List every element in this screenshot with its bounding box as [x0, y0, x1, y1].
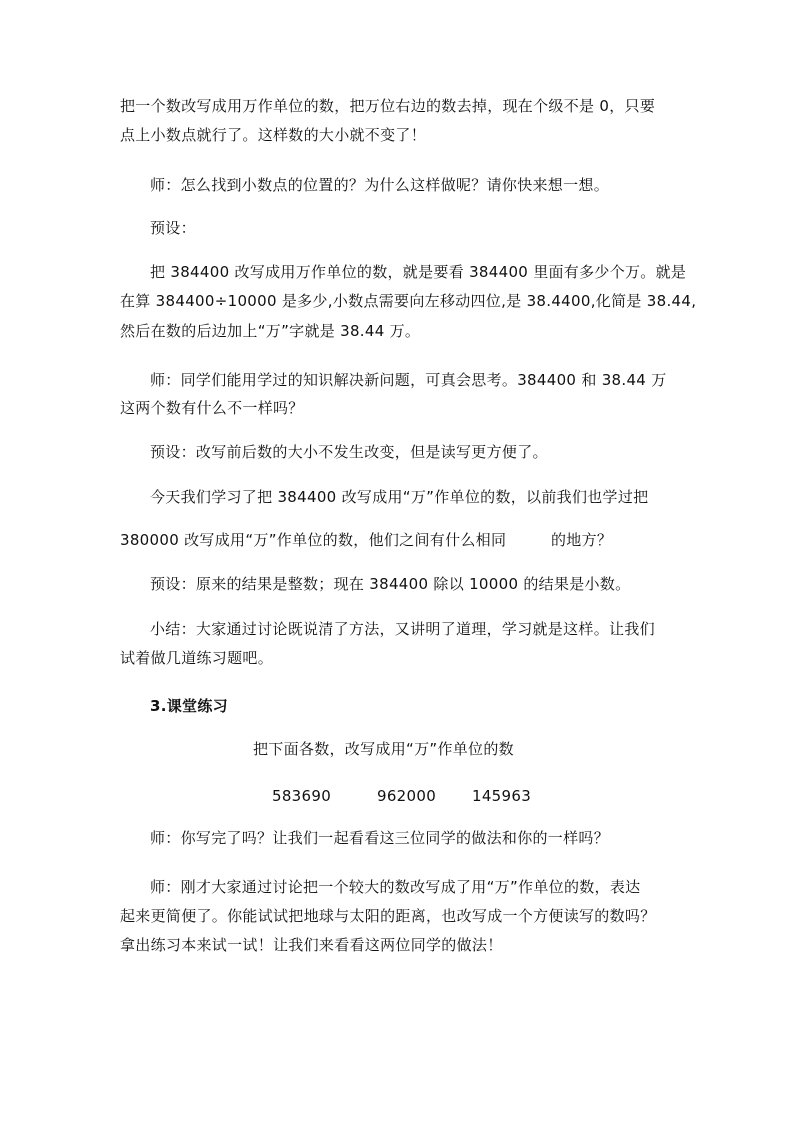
- exercise-number: 962000: [377, 787, 437, 805]
- text-run: 今天我们学习了把 384400 改写成用“万”作单位的数，以前我们也学过把: [150, 488, 649, 506]
- text-run: 把下面各数，改写成用“万”作单位的数: [253, 740, 514, 758]
- text-run: 师：刚才大家通过讨论把一个较大的数改写成了用“万”作单位的数，表达: [150, 878, 641, 896]
- text-run: 在算 384400÷10000 是多少,小数点需要向左移动四位,是 38.4400,化简是 38.44,: [120, 292, 697, 310]
- text-run: 把一个数改写成用万作单位的数，把万位右边的数去掉，现在个级不是 0，只要: [120, 97, 656, 115]
- text-run: 3.课堂练习: [150, 697, 228, 715]
- text-run: 试着做几道练习题吧。: [120, 649, 274, 667]
- text-run: 起来更简便了。你能试试把地球与太阳的距离，也改写成一个方便读写的数吗？: [120, 907, 656, 925]
- text-run: 师：你写完了吗？让我们一起看看这三位同学的做法和你的一样吗？: [150, 829, 610, 847]
- exercise-number: 583690: [272, 787, 332, 805]
- text-run: 把 384400 改写成用万作单位的数，就是要看 384400 里面有多少个万。就是: [150, 263, 687, 281]
- text-run: 小结：大家通过讨论既说清了方法，又讲明了道理，学习就是这样。让我们: [150, 620, 655, 638]
- text-run: 点上小数点就行了。这样数的大小就不变了！: [120, 126, 427, 144]
- text-run: 预设：改写前后数的大小不发生改变，但是读写更方便了。: [150, 443, 548, 461]
- text-run: 这两个数有什么不一样吗？: [120, 399, 304, 417]
- text-run: 380000 改写成用“万”作单位的数，他们之间有什么相同: [120, 531, 507, 549]
- text-run: 师：同学们能用学过的知识解决新问题，可真会思考。384400 和 38.44 万: [150, 371, 667, 389]
- text-run: 预设：: [150, 219, 196, 237]
- exercise-number: 145963: [472, 787, 532, 805]
- text-run: 然后在数的后边加上“万”字就是 38.44 万。: [120, 322, 421, 340]
- text-run: 师：怎么找到小数点的位置的？为什么这样做呢？请你快来想一想。: [150, 176, 610, 194]
- text-run: 拿出练习本来试一试！让我们来看看这两位同学的做法！: [120, 936, 503, 954]
- text-run: 预设：原来的结果是整数；现在 384400 除以 10000 的结果是小数。: [150, 575, 631, 593]
- text-run: 的地方？: [551, 531, 613, 549]
